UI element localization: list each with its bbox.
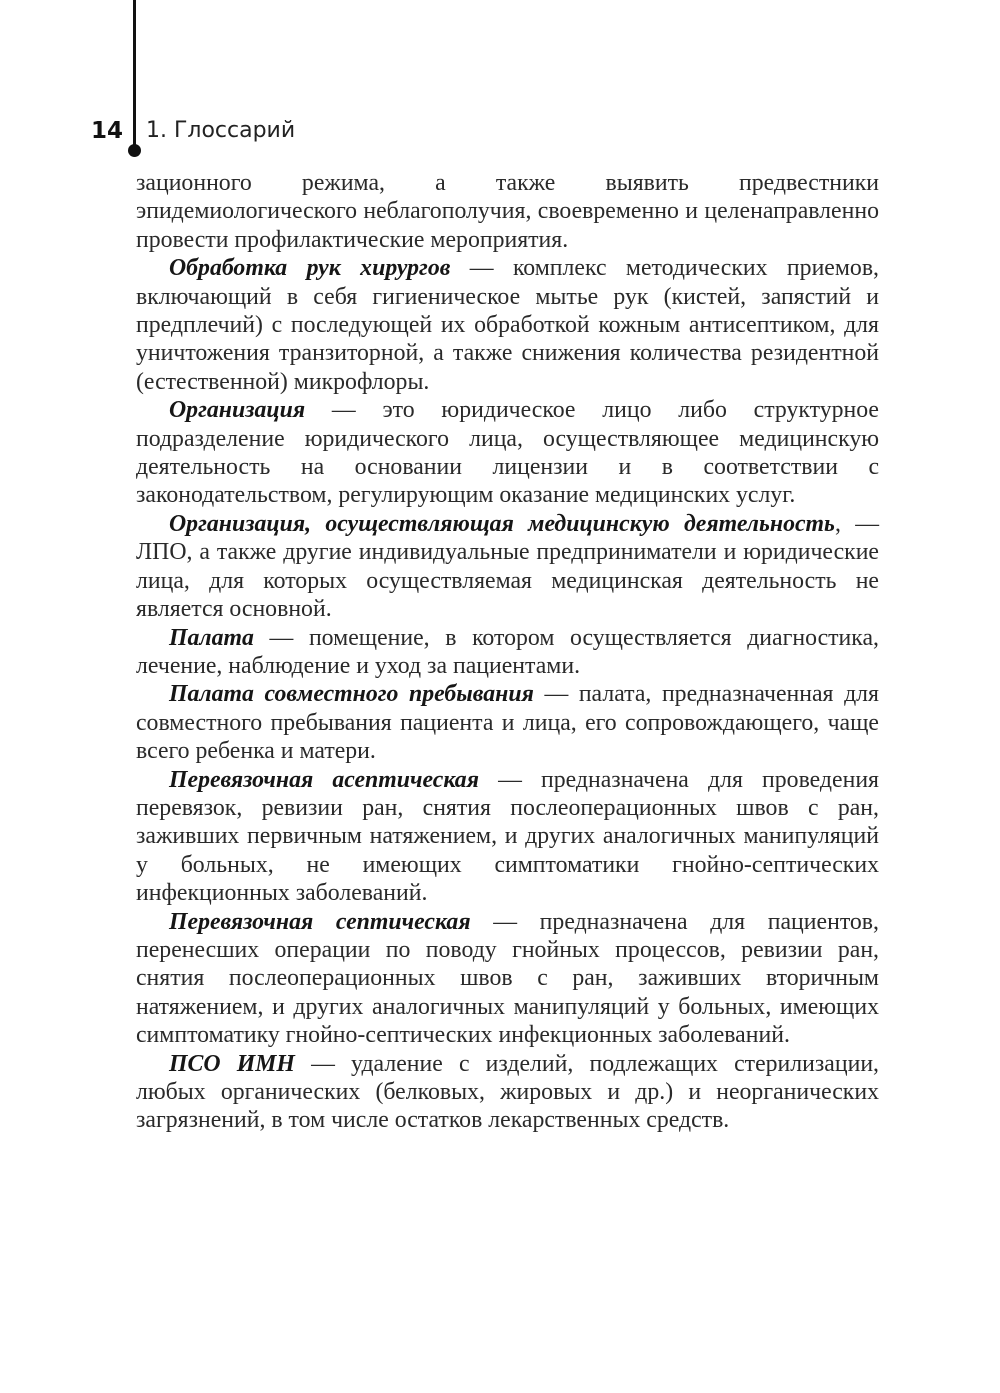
glossary-definition: — палата, предназначенная для совместного пребывания пациента и лица, его сопровождающего, чаще всего ребенка и матери.	[136, 681, 879, 765]
glossary-term: Палата	[169, 624, 254, 651]
glossary-text	[136, 169, 879, 1135]
page-number: 14	[90, 118, 123, 144]
glossary-entry-joint-stay-ward	[136, 680, 879, 765]
glossary-entry-medical-organization	[136, 510, 879, 624]
header-rule-dot	[128, 144, 141, 157]
glossary-definition: , — ЛПО, а также другие индивидуальные предприниматели и юридические лица, для которых осуществляемая медицинская деятельность не является основной.	[136, 510, 879, 623]
glossary-term: Перевязочная асептическая	[169, 766, 479, 793]
glossary-definition: — это юридическое лицо либо структурное подразделение юридического лица, осуществляющее медицинскую деятельность на основании лицензии и в соответствии с законодательством, регулирующим оказание медицинских услуг.	[136, 397, 879, 509]
glossary-term: Перевязочная септическая	[169, 908, 471, 935]
glossary-entry-aseptic-dressing-room	[136, 766, 879, 908]
glossary-definition: — помещение, в котором осуществляется диагностика, лечение, наблюдение и уход за пациентами.	[136, 624, 879, 679]
glossary-term: Организация, осуществляющая медицинскую деятельность	[169, 510, 835, 537]
glossary-entry-septic-dressing-room	[136, 908, 879, 1050]
header-vertical-rule	[133, 0, 136, 148]
glossary-entry-ward	[136, 624, 879, 681]
glossary-definition: — комплекс методических приемов, включающий в себя гигиеническое мытье рук (кистей, запястий и предплечий) с последующей их обработкой кожным антисептиком, для уничтожения транзиторной, а также снижения количества резидентной (естественной) микрофлоры.	[136, 255, 880, 395]
glossary-term: Организация	[169, 397, 306, 424]
glossary-term: Палата совместного пребывания	[169, 681, 534, 708]
glossary-entry-organization	[136, 396, 879, 510]
continuation-paragraph: зационного режима, а также выявить предвестники эпидемиологического неблагополучия, своевременно и целенаправленно провести профилактические мероприятия.	[136, 170, 879, 253]
glossary-definition: — предназначена для проведения перевязок, ревизии ран, снятия послеоперационных швов с ран, заживших первичным натяжением, и других аналогичных манипуляций у больных, не имеющих симптоматики гнойно-септических инфекционных заболеваний.	[136, 766, 879, 907]
glossary-entry-pso-imn	[136, 1050, 879, 1135]
glossary-entry-surgeon-hand-treatment	[136, 254, 879, 396]
glossary-definition: — предназначена для пациентов, перенесших операции по поводу гнойных процессов, ревизии ран, снятия послеоперационных швов с ран, заживших вторичным натяжением, и других аналогичных манипуляций у больных, имеющих симптоматику гнойно-септических инфекционных заболеваний.	[136, 908, 879, 1049]
chapter-title: 1. Глоссарий	[146, 118, 296, 143]
glossary-term: Обработка рук хирургов	[169, 255, 451, 282]
glossary-term: ПСО ИМН	[169, 1050, 295, 1077]
glossary-definition: — удаление с изделий, подлежащих стерилизации, любых органических (белковых, жировых и др.) и неорганических загрязнений, в том числе остатков лекарственных средств.	[136, 1050, 880, 1134]
